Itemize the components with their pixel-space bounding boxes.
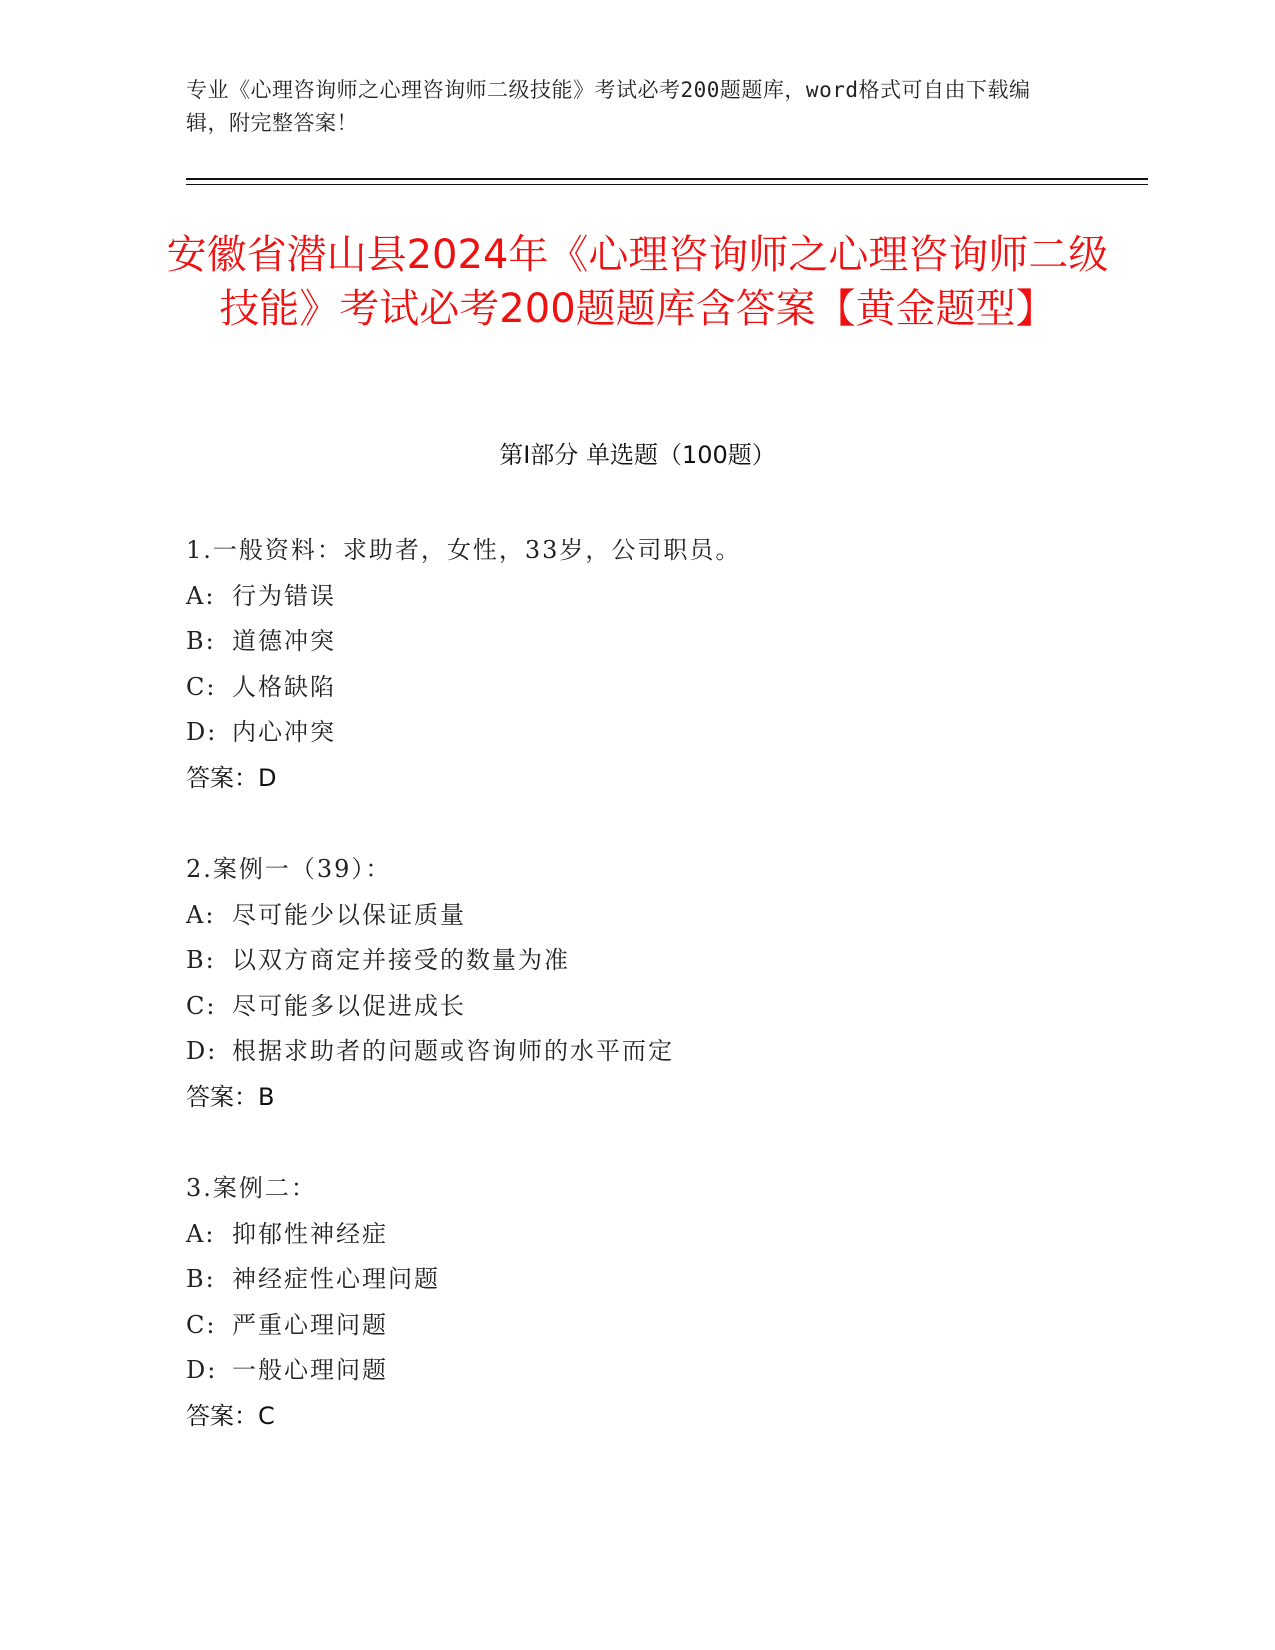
option-d: [186, 1348, 1146, 1394]
option-text: 根据求助者的问题或咨询师的水平而定: [232, 1037, 674, 1065]
answer-line: 答案：D: [186, 763, 277, 792]
option-a: [186, 1212, 1146, 1258]
option-key: A:: [186, 581, 216, 610]
option-text: 行为错误: [232, 581, 336, 610]
option-key: A:: [186, 1219, 216, 1248]
option-c: [186, 665, 1146, 711]
option-key: B:: [186, 627, 216, 655]
option-key: C:: [186, 1310, 217, 1339]
option-text: 内心冲突: [232, 718, 336, 746]
header-rule-thin: [186, 184, 1148, 185]
answer-line: 答案：B: [186, 1082, 275, 1111]
option-b: [186, 1257, 1146, 1303]
option-c: [186, 1303, 1146, 1349]
option-key: A:: [186, 900, 216, 929]
question-2: [186, 847, 1146, 1120]
option-d: [186, 1029, 1146, 1075]
document-title: 安徽省潜山县2024年《心理咨询师之心理咨询师二级技能》考试必考200题题库含答案【黄金题型】: [166, 232, 1109, 332]
option-b: [186, 619, 1146, 665]
option-key: D:: [186, 1037, 218, 1065]
option-text: 一般心理问题: [232, 1356, 388, 1384]
option-key: D:: [186, 718, 218, 746]
option-key: B:: [186, 946, 216, 974]
option-text: 严重心理问题: [232, 1310, 388, 1339]
option-a: [186, 893, 1146, 939]
section-heading: 第Ⅰ部分 单选题（100题）: [499, 441, 776, 469]
question-stem: 2.案例一（39）：: [186, 855, 392, 883]
option-text: 人格缺陷: [232, 672, 336, 701]
question-list: [186, 528, 1146, 1485]
option-a: [186, 574, 1146, 620]
question-1: [186, 528, 1146, 801]
question-stem: 3.案例二：: [186, 1174, 317, 1202]
option-text: 尽可能多以促进成长: [232, 991, 466, 1020]
option-key: C:: [186, 991, 217, 1020]
question-stem: 1.一般资料：求助者，女性，33岁，公司职员。: [186, 536, 742, 564]
answer-line: 答案：C: [186, 1401, 275, 1430]
option-text: 抑郁性神经症: [232, 1219, 388, 1248]
option-b: [186, 938, 1146, 984]
option-key: B:: [186, 1265, 216, 1293]
header-rule-thick: [186, 178, 1148, 180]
option-text: 道德冲突: [232, 627, 336, 655]
header-note: 专业《心理咨询师之心理咨询师二级技能》考试必考200题题库，word格式可自由下载编辑，附完整答案！: [186, 78, 1031, 135]
option-c: [186, 984, 1146, 1030]
option-text: 尽可能少以保证质量: [232, 900, 466, 929]
option-key: D:: [186, 1356, 218, 1384]
question-3: [186, 1166, 1146, 1439]
option-key: C:: [186, 672, 217, 701]
option-text: 以双方商定并接受的数量为准: [232, 946, 570, 974]
option-d: [186, 710, 1146, 756]
option-text: 神经症性心理问题: [232, 1265, 440, 1293]
